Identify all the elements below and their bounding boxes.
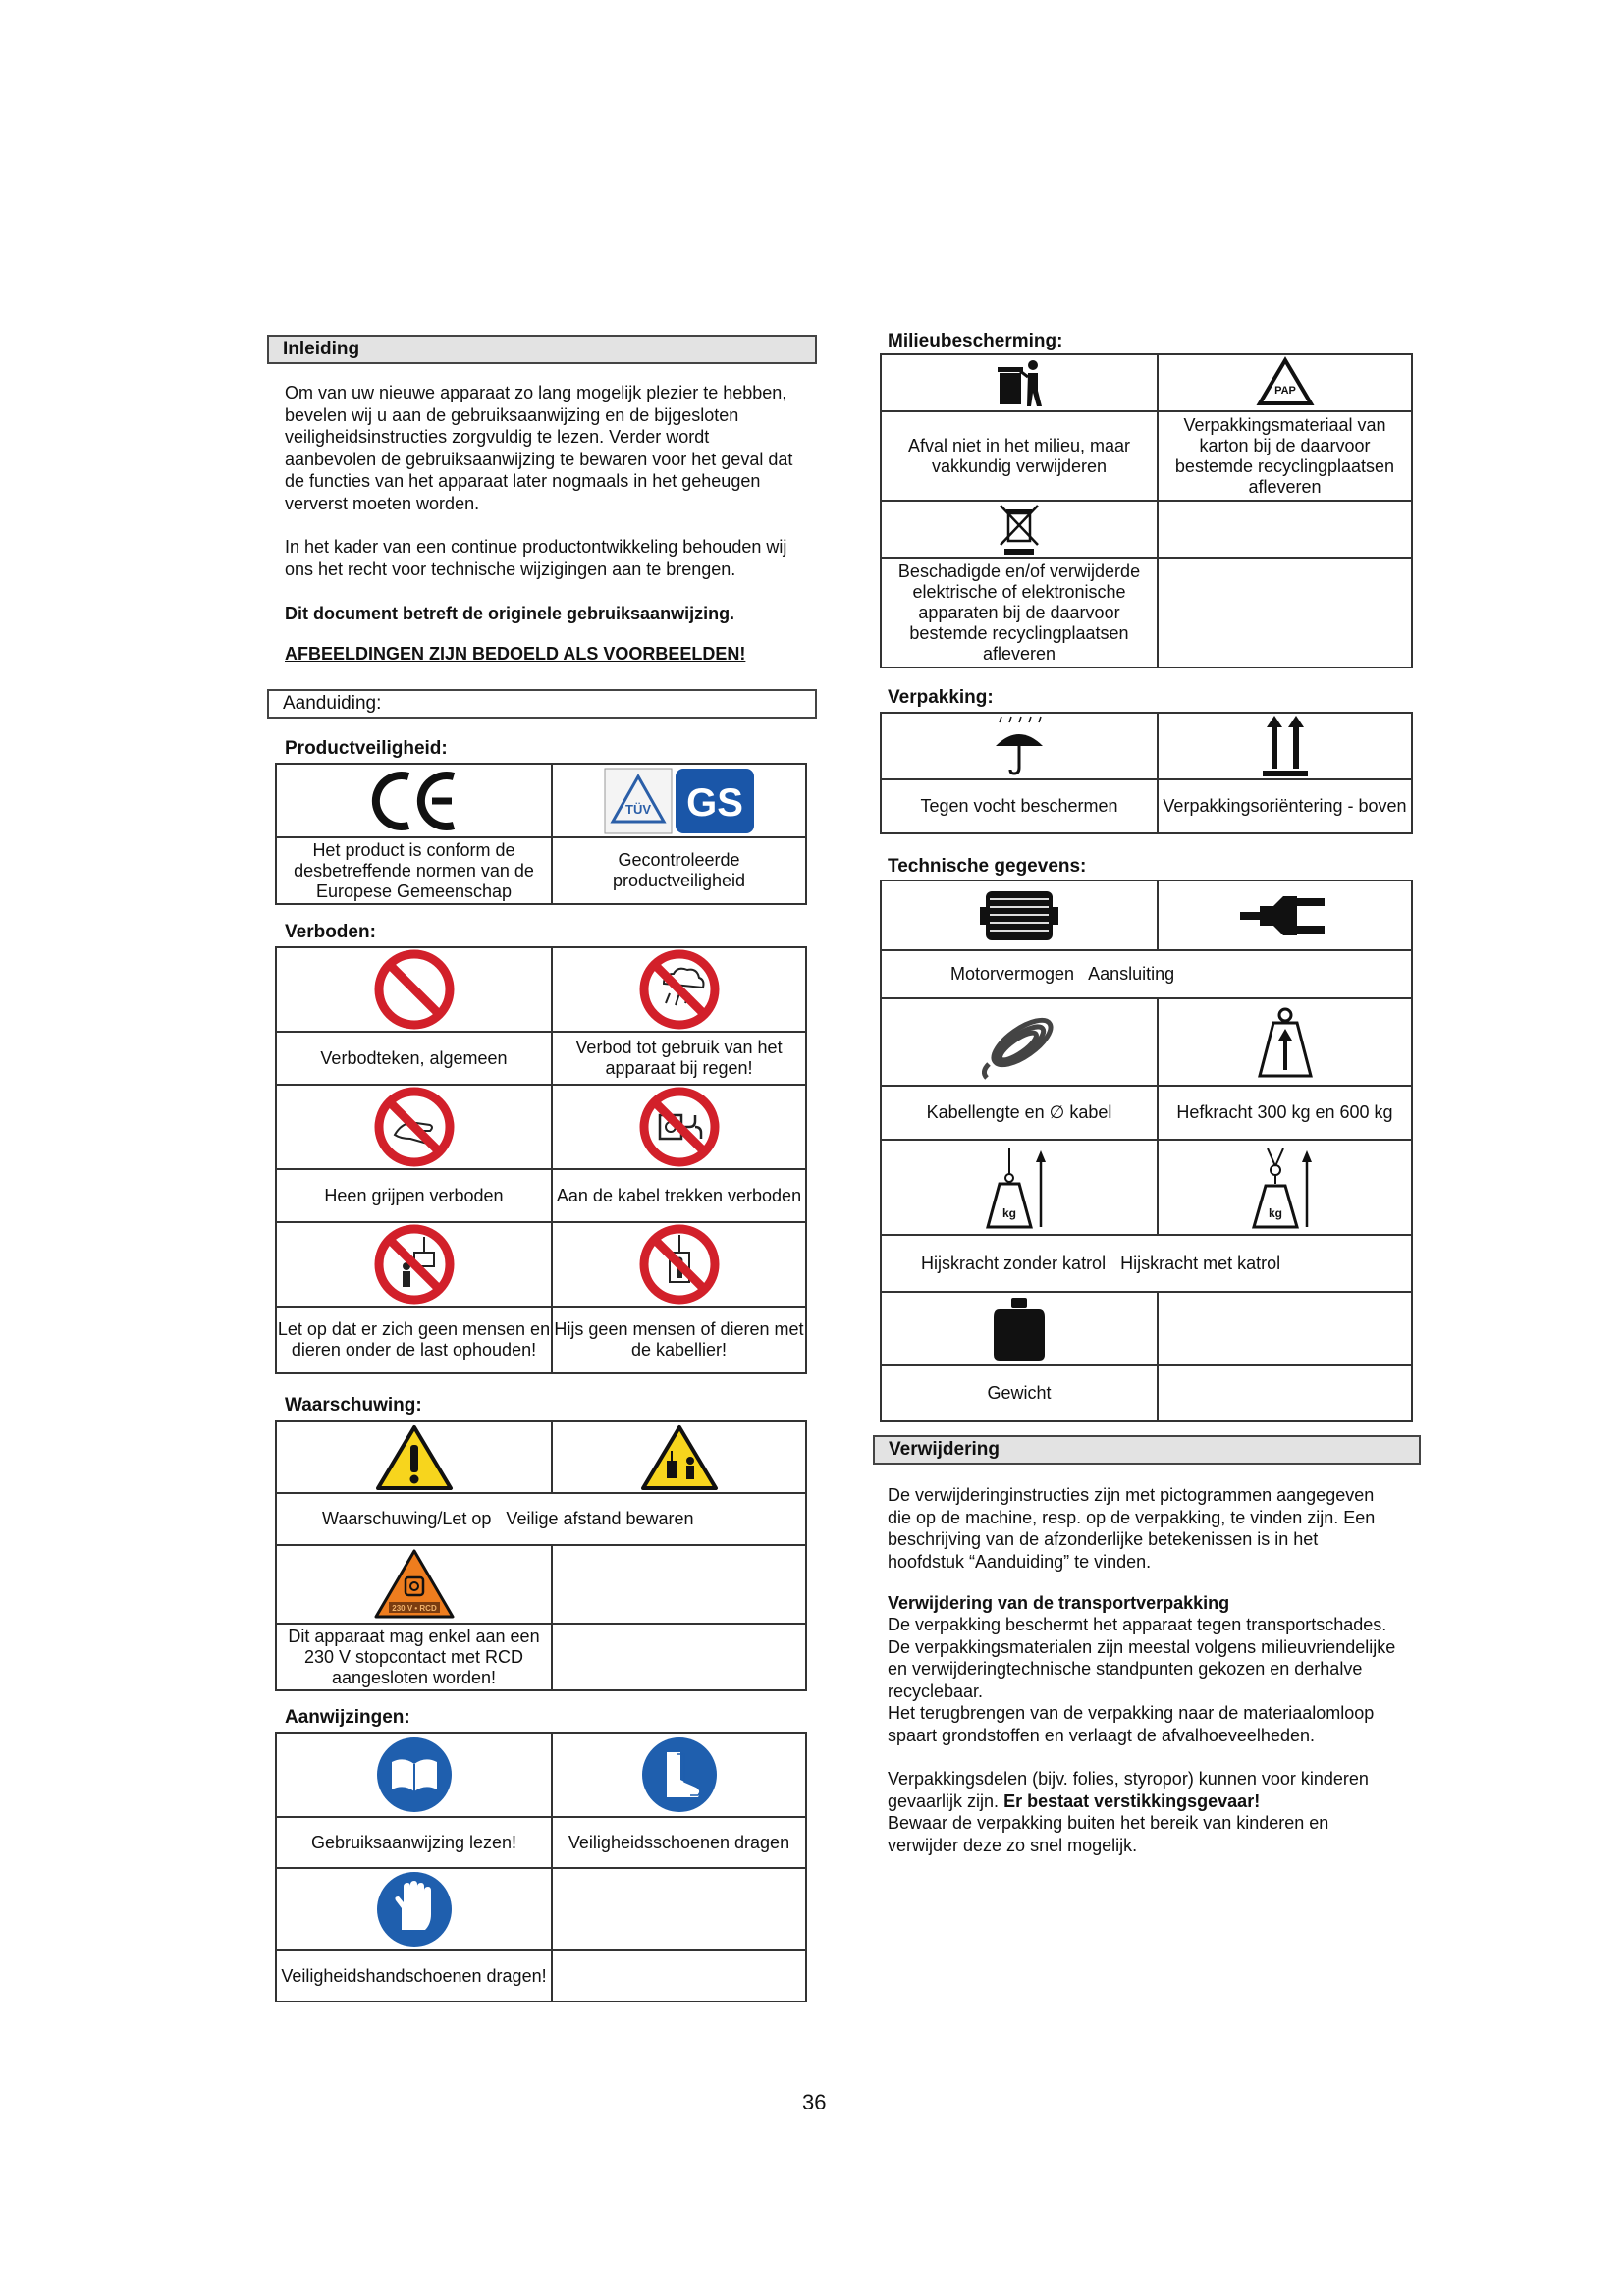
safety-gloves-icon [374,1869,455,1949]
verwijdering-paragraph-4-text: Verpakkingsdelen (bijv. folies, styropor) kunnen voor kinderen gevaarlijk zijn. [888,1769,1369,1811]
milieu-empty-cell-1 [1158,501,1412,558]
verboden-caption-3: Heen grijpen verboden [276,1169,552,1222]
technisch-caption-kabel: Kabellengte en ∅ kabel [881,1086,1158,1140]
ce-mark-cell [276,764,552,837]
motor-power-cell [881,881,1158,950]
safety-shoes-cell [552,1733,806,1817]
inleiding-paragraph-2: In het kader van een continue productontwikkeling behouden wij ons het recht voor technische wijzigingen aan te brengen. [285,537,787,579]
keep-dry-cell [881,713,1158,779]
prohibition-under-load-cell [276,1222,552,1307]
milieu-caption-1: Afval niet in het milieu, maar vakkundig verwijderen [881,411,1158,501]
prohibition-reach-cell [276,1085,552,1169]
gs-caption: Gecontroleerde productveiligheid [552,837,806,904]
verwijdering-paragraph-1: De verwijderinginstructies zijn met pictogrammen aangegeven die op de machine, resp. op de verpakking, te vinden zijn. Een beschrijving van de afzonderlijke betekenissen is in het hoofdstuk “Aanduiding” te vinden. [888,1485,1376,1572]
verboden-caption-4: Aan de kabel trekken verboden [552,1169,806,1222]
weee-cell [881,501,1158,558]
section-inleiding-title: Inleiding [267,335,817,364]
cable-length-cell [881,998,1158,1086]
verwijdering-paragraph-4 [888,1768,1418,1812]
technisch-caption-3: Hijskracht zonder katrol Hijskracht met katrol [881,1235,1412,1292]
aanwijzingen-empty-cell-2 [552,1950,806,2002]
waarschuwing-empty-cell-1 [552,1545,806,1624]
inleiding-paragraph-1: Om van uw nieuwe apparaat zo lang mogelijk plezier te hebben, bevelen wij u aan de gebruiksaanwijzing en de bijgesloten veiligheidsinstructies zorgvuldig te lezen. Verder wordt aanbevolen de gebruiksaanwijzing te bewaren voor het geval dat de functies van het apparaat later nogmaals in het geheugen ververst moeten worden. [285,383,793,513]
verwijdering-subtitle: Verwijdering van de transportverpakking [888,1593,1230,1613]
litter-bin-icon [992,357,1047,408]
verwijdering-paragraph-2: De verpakking beschermt het apparaat tegen transportschades. De verpakkingsmaterialen zijn meestal volgens milieuvriendelijke en verwijderingtechnische standpunten gekozen en derhalve recyclebaar. [888,1615,1396,1701]
technisch-caption-gewicht: Gewicht [881,1365,1158,1421]
weight-icon [990,1296,1049,1362]
svg-text:kg: kg [1268,1205,1282,1220]
waarschuwing-title: Waarschuwing: [285,1395,422,1415]
read-manual-icon [374,1735,455,1815]
productveiligheid-table [275,763,807,905]
technisch-empty-cell-2 [1158,1365,1412,1421]
verpakking-caption-2: Verpakkingsoriëntering - boven [1158,779,1412,833]
waarschuwing-caption-1: Waarschuwing/Let op Veilige afstand bewaren [276,1493,806,1545]
technisch-title: Technische gegevens: [888,856,1087,877]
milieu-table [880,353,1413,668]
verboden-table [275,946,807,1374]
aanwijzingen-empty-cell-1 [552,1868,806,1950]
productveiligheid-title: Productveiligheid: [285,738,448,759]
this-way-up-arrows-icon [1261,714,1310,778]
aanwijzingen-caption-1: Gebruiksaanwijzing lezen! [276,1817,552,1868]
milieu-caption-2: Verpakkingsmateriaal van karton bij de daarvoor bestemde recyclingplaatsen afleveren [1158,411,1412,501]
verpakking-table [880,712,1413,834]
aanwijzingen-caption-3: Veiligheidshandschoenen dragen! [276,1950,552,2002]
motor-icon [980,885,1058,946]
read-manual-cell [276,1733,552,1817]
cable-coil-icon [975,1005,1063,1080]
tuv-gs-mark-icon [603,767,756,835]
svg-text:GS: GS [685,780,743,825]
waarschuwing-empty-cell-2 [552,1624,806,1690]
section-verwijdering-title: Verwijdering [873,1435,1421,1465]
keep-safe-distance-icon [639,1423,720,1492]
prohibition-lift-persons-cell [552,1222,806,1307]
prohibition-general-icon [373,948,456,1031]
warning-distance-cell [552,1421,806,1493]
verwijdering-paragraph-5: Bewaar de verpakking buiten het bereik van kinderen en verwijder deze zo snel mogelijk. [888,1813,1329,1855]
no-pulling-cable-icon [638,1086,721,1168]
paper-recycling-cell [1158,354,1412,411]
rcd-warning-icon [373,1548,456,1621]
prohibition-rain-cell [552,947,806,1032]
verpakking-caption-1: Tegen vocht beschermen [881,779,1158,833]
milieu-caption-3: Beschadigde en/of verwijderde elektrische of elektronische apparaten bij de daarvoor bestemde recyclingplaatsen afleveren [881,558,1158,667]
page-number: 36 [802,2090,827,2114]
verboden-caption-2: Verbod tot gebruik van het apparaat bij regen! [552,1032,806,1085]
lifting-capacity-cell [1158,998,1412,1086]
connection-plug-cell [1158,881,1412,950]
inleiding-paragraph-3: Dit document betreft de originele gebruiksaanwijzing. [285,604,735,623]
milieu-title: Milieubescherming: [888,331,1063,351]
safety-shoes-icon [639,1735,720,1815]
no-littering-cell [881,354,1158,411]
technisch-empty-cell-1 [1158,1292,1412,1365]
verpakking-title: Verpakking: [888,687,994,708]
no-persons-under-load-icon [373,1223,456,1306]
technisch-caption-hefkracht: Hefkracht 300 kg en 600 kg [1158,1086,1412,1140]
weight-up-arrow-icon [1256,1005,1315,1080]
weight-cell [881,1292,1158,1365]
aanwijzingen-table [275,1732,807,2002]
verboden-title: Verboden: [285,922,376,942]
verboden-caption-1: Verbodteken, algemeen [276,1032,552,1085]
verboden-caption-6: Hijs geen mensen of dieren met de kabellier! [552,1307,806,1373]
section-aanduiding-title: Aanduiding: [267,689,817,719]
svg-text:230 V • RCD: 230 V • RCD [391,1604,437,1613]
warning-general-icon [374,1423,455,1492]
no-use-in-rain-icon [638,948,721,1031]
aanwijzingen-caption-2: Veiligheidsschoenen dragen [552,1817,806,1868]
pull-without-pulley-cell [881,1140,1158,1235]
ce-mark-icon [367,769,461,833]
paper-recycling-icon [1256,356,1315,409]
hoist-with-pulley-icon [1246,1145,1325,1231]
ce-caption: Het product is conform de desbetreffende normen van de Europese Gemeenschap [276,837,552,904]
prohibition-general-cell [276,947,552,1032]
no-lifting-persons-icon [638,1223,721,1306]
pull-with-pulley-cell [1158,1140,1412,1235]
waarschuwing-caption-2: Dit apparaat mag enkel aan een 230 V stopcontact met RCD aangesloten worden! [276,1624,552,1690]
no-reaching-in-icon [373,1086,456,1168]
aanwijzingen-title: Aanwijzingen: [285,1707,410,1728]
safety-gloves-cell [276,1868,552,1950]
hoist-without-pulley-icon [980,1145,1058,1231]
this-way-up-cell [1158,713,1412,779]
crossed-bin-weee-icon [997,502,1042,557]
technisch-caption-1: Motorvermogen Aansluiting [881,950,1412,998]
svg-text:PAP: PAP [1273,385,1296,397]
technisch-table [880,880,1413,1422]
tuv-gs-mark-cell [552,764,806,837]
svg-text:TÜV: TÜV [624,801,651,817]
prohibition-pull-cable-cell [552,1085,806,1169]
rcd-warning-cell [276,1545,552,1624]
verboden-caption-5: Let op dat er zich geen mensen en dieren onder de last ophouden! [276,1307,552,1373]
warning-general-cell [276,1421,552,1493]
umbrella-keep-dry-icon [990,715,1049,777]
svg-text:kg: kg [1001,1205,1017,1220]
verwijdering-paragraph-3: Het terugbrengen van de verpakking naar de materiaalomloop spaart grondstoffen en verlaagt de afvalhoeveelheden. [888,1703,1375,1745]
inleiding-paragraph-4: AFBEELDINGEN ZIJN BEDOELD ALS VOORBEELDEN! [285,644,746,664]
waarschuwing-table [275,1420,807,1691]
milieu-empty-cell-2 [1158,558,1412,667]
suffocation-warning: Er bestaat verstikkingsgevaar! [1003,1790,1261,1811]
power-plug-icon [1238,886,1332,945]
